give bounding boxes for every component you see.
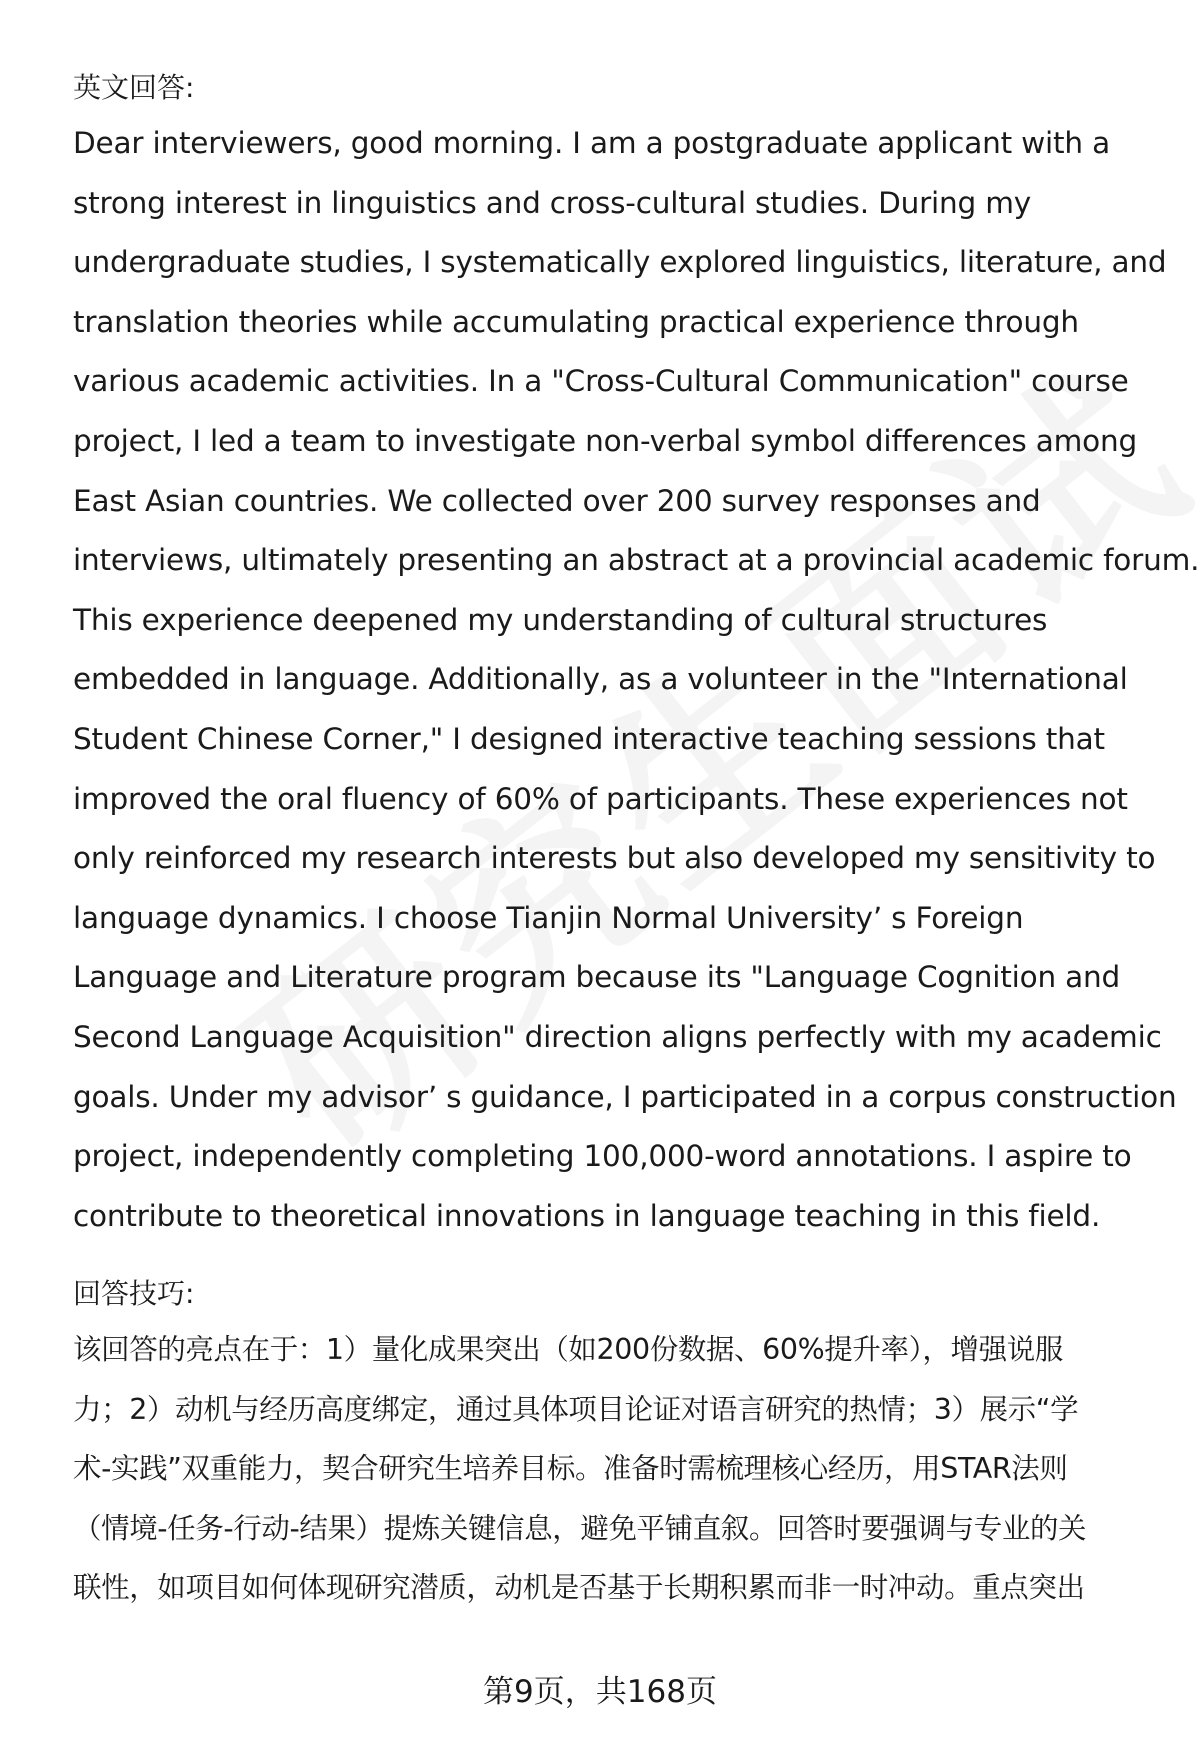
answer-line: translation theories while accumulating practical experience through — [73, 304, 1079, 339]
tips-line: 力；2）动机与经历高度绑定，通过具体项目论证对语言研究的热情；3）展示“学 — [73, 1392, 1079, 1426]
page-number-footer: 第9页，共168页 — [483, 1674, 717, 1710]
answer-line: goals. Under my advisor’ s guidance, I participated in a corpus construction — [73, 1079, 1177, 1114]
english-answer-paragraph — [73, 114, 1200, 1246]
tips-line: （情境-任务-行动-结果）提炼关键信息，避免平铺直叙。回答时要强调与专业的关 — [73, 1511, 1087, 1545]
answer-line: Second Language Acquisition" direction aligns perfectly with my academic — [73, 1019, 1162, 1054]
answer-line: contribute to theoretical innovations in language teaching in this field. — [73, 1198, 1101, 1233]
tips-line: 术-实践”双重能力，契合研究生培养目标。准备时需梳理核心经历，用STAR法则 — [73, 1452, 1068, 1486]
answer-line: project, independently completing 100,000-word annotations. I aspire to — [73, 1139, 1132, 1174]
answer-line: Language and Literature program because its "Language Cognition and — [73, 960, 1121, 995]
answer-line: project, I led a team to investigate non-verbal symbol differences among — [73, 423, 1138, 458]
tips-line: 该回答的亮点在于：1）量化成果突出（如200份数据、60%提升率），增强说服 — [73, 1333, 1063, 1367]
answer-heading: 英文回答: — [73, 71, 195, 104]
tips-heading: 回答技巧: — [73, 1277, 195, 1311]
answer-line: improved the oral fluency of 60% of participants. These experiences not — [73, 781, 1128, 816]
answer-line: only reinforced my research interests but also developed my sensitivity to — [73, 841, 1156, 876]
answer-line: language dynamics. I choose Tianjin Normal University’ s Foreign — [73, 900, 1024, 935]
answer-line: Dear interviewers, good morning. I am a postgraduate applicant with a — [73, 126, 1110, 160]
answer-line: embedded in language. Additionally, as a volunteer in the "International — [73, 662, 1128, 697]
answer-line: undergraduate studies, I systematically explored linguistics, literature, and — [73, 245, 1167, 280]
answer-line: This experience deepened my understanding of cultural structures — [73, 602, 1048, 637]
answer-line: strong interest in linguistics and cross-cultural studies. During my — [73, 185, 1032, 220]
answer-line: Student Chinese Corner," I designed interactive teaching sessions that — [73, 721, 1105, 756]
answer-line: East Asian countries. We collected over 200 survey responses and — [73, 483, 1041, 518]
answer-line: various academic activities. In a "Cross-Cultural Communication" course — [73, 364, 1129, 399]
page-content — [73, 62, 1200, 1618]
tips-paragraph — [73, 1320, 1163, 1618]
answer-line: interviews, ultimately presenting an abstract at a provincial academic forum. — [73, 543, 1200, 578]
tips-line: 联性，如项目如何体现研究潜质，动机是否基于长期积累而非一时冲动。重点突出 — [73, 1571, 1085, 1605]
